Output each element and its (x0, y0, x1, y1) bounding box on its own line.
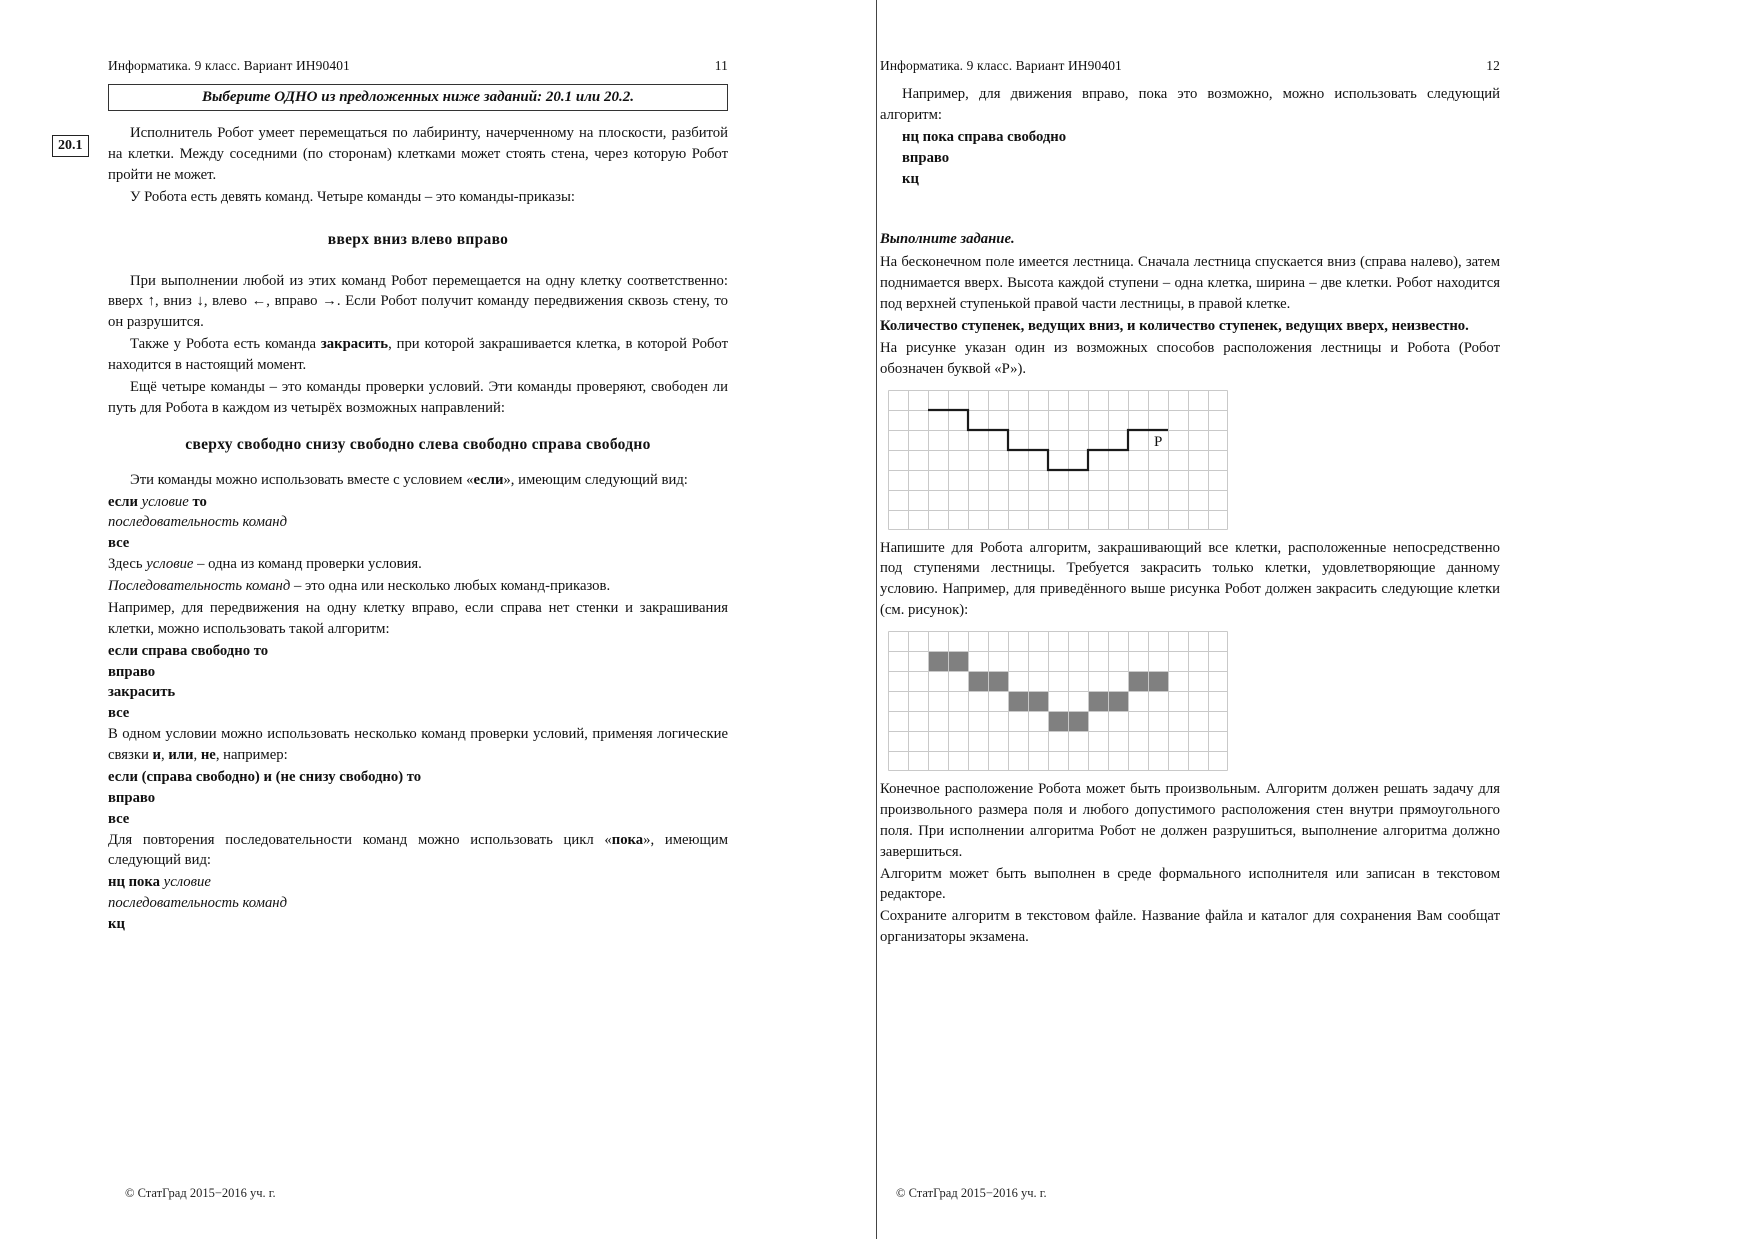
paragraph-stair-description: На бесконечном поле имеется лестница. Сначала лестница спускается вниз (справа налево), затем поднимается вверх. Высота каждой ступени – одна клетка, ширина – две клетки. Робот находится под верхней ступенькой правой части лестницы, в правой клетке. (880, 254, 1500, 312)
paragraph-unknown-steps: Количество ступенек, ведущих вниз, и количество ступенек, ведущих вверх, неизвестно. (880, 317, 1469, 334)
sequence-italic: Последовательность команд (108, 578, 291, 594)
paragraph-if-intro (108, 470, 728, 491)
page-left-content (108, 58, 728, 935)
loop-syntax-line-3: кц (108, 916, 125, 932)
loop-kw: нц пока (108, 874, 160, 891)
paragraph-movement: При выполнении любой из этих команд Робот перемещается на одну клетку соответственно: вверх ↑, вниз ↓, влево ←, вправо →. Если Робот получит команду передвижения сквозь стену, то он разрушится. (108, 272, 728, 331)
commands-checks: сверху свободно снизу свободно слева свободно справа свободно (185, 435, 651, 453)
loop-keyword-inline: пока (611, 831, 644, 848)
alg3-line-3: кц (902, 170, 919, 187)
paragraph-check-commands: Ещё четыре команды – это команды проверки условий. Эти команды проверяют, свободен ли путь для Робота в каждом из четырёх возможных направлений: (108, 378, 728, 416)
header-left (108, 58, 728, 74)
logic-c: , например: (215, 747, 288, 763)
if-syntax-line-3: все (108, 535, 130, 552)
page-left-number: 11 (714, 58, 728, 73)
cond-note-b: – одна из команд проверки условия. (193, 556, 422, 573)
paragraph-loop-example: Например, для движения вправо, пока это возможно, можно использовать следующий алгоритм: (880, 86, 1500, 123)
logic-or: или (168, 747, 194, 763)
sequence-rest: – это одна или несколько любых команд-приказов. (290, 578, 611, 594)
cond-note-italic: условие (146, 556, 194, 573)
if-then-kw: то (192, 493, 207, 510)
robot-label: Р (1154, 433, 1163, 450)
alg3-line-2: вправо (902, 149, 950, 166)
page-right (877, 0, 1754, 1239)
if-intro-c: », имеющим следующий вид: (503, 471, 688, 488)
logic-a: В одном условии можно использовать несколько команд проверки условий, применяя логические связки (108, 726, 728, 763)
loop-condition: условие (163, 874, 211, 891)
paragraph-logic-connectives: В одном условии можно использовать несколько команд проверки условий, применяя логические связки и, или, не, например: (108, 726, 728, 763)
header-right (880, 58, 1500, 74)
if-keyword-inline: если (473, 471, 504, 488)
commands-main: вверх вниз влево вправо (327, 230, 509, 248)
header-left-title: Информатика. 9 класс. Вариант ИН90401 (108, 58, 350, 73)
alg1-line-4: все (108, 705, 130, 722)
paint-keyword: закрасить (320, 336, 389, 353)
alg1-line-2: вправо (108, 663, 156, 680)
logic-and: и (152, 747, 161, 763)
do-task-heading: Выполните задание. (880, 231, 1015, 248)
loop-intro-a: Для повторения последовательности команд можно использовать цикл « (108, 831, 612, 848)
if-syntax-line-1 (108, 492, 728, 513)
paragraph-nine-commands: У Робота есть девять команд. Четыре команды – это команды-приказы: (130, 188, 575, 205)
paint-text-a: Также у Робота есть команда (130, 336, 321, 353)
paragraph-paint-command (108, 334, 728, 376)
paragraph-loop-intro (108, 830, 728, 872)
if-condition: условие (141, 493, 189, 510)
paragraph-sequence-note (108, 576, 728, 597)
page-right-number: 12 (1486, 58, 1500, 73)
task-number-badge: 20.1 (52, 135, 89, 157)
if-intro-a: Эти команды можно использовать вместе с условием « (130, 471, 474, 488)
paragraph-algorithm-request: Напишите для Робота алгоритм, закрашивающий все клетки, расположенные непосредственно под ступенями лестницы. Требуется закрасить только клетки, удовлетворяющие данному условию. Например, для приведённого выше рисунка Робот должен закрасить следующие клетки (см. рисунок): (880, 539, 1500, 619)
paragraph-environment: Алгоритм может быть выполнен в среде формального исполнителя или записан в текстовом редакторе. (880, 865, 1500, 903)
figure-stairs-filled (888, 631, 1500, 771)
figure-stairs-filled-svg (888, 631, 1228, 771)
figure-stairs-robot-svg (888, 390, 1228, 530)
choice-title-box: Выберите ОДНО из предложенных ниже заданий: 20.1 или 20.2. (108, 84, 728, 111)
header-right-title: Информатика. 9 класс. Вариант ИН90401 (880, 58, 1122, 73)
loop-syntax-line-1 (108, 872, 728, 893)
paragraph-figure-intro: На рисунке указан один из возможных способов расположения лестницы и Робота (Робот обозначен буквой «Р»). (880, 339, 1500, 377)
if-kw: если (108, 493, 138, 510)
alg2-line-3: все (108, 810, 130, 827)
paragraph-robot-intro: Исполнитель Робот умеет перемещаться по лабиринту, начерченному на плоскости, разбитой на клетки. Между соседними (по сторонам) клетками может стоять стена, через которую Робот пройти не может. (108, 125, 728, 183)
page-right-content (880, 58, 1500, 949)
paragraph-example-intro: Например, для передвижения на одну клетку вправо, если справа нет стенки и закрашивания клетки, можно использовать такой алгоритм: (108, 599, 728, 637)
paragraph-final-position: Конечное расположение Робота может быть произвольным. Алгоритм должен решать задачу для произвольного размера поля и любого допустимого расположения стен внутри прямоугольного поля. При исполнении алгоритма Робот не должен разрушиться, выполнение алгоритма должно завершиться. (880, 781, 1500, 860)
footer-right: © СтатГрад 2015−2016 уч. г. (896, 1186, 1047, 1200)
loop-intro-c: », имеющим следующий вид: (108, 831, 728, 869)
cond-note-a: Здесь (108, 556, 147, 573)
alg3-line-1: нц пока справа свободно (902, 128, 1067, 145)
paragraph-save-file: Сохраните алгоритм в текстовом файле. Название файла и каталог для сохранения Вам сообщат организаторы экзамена. (880, 908, 1500, 946)
alg2-line-1: если (справа свободно) и (не снизу свободно) то (108, 768, 422, 785)
alg1-line-1: если справа свободно то (108, 642, 269, 659)
figure-stairs-robot (888, 390, 1500, 530)
alg2-line-2: вправо (108, 789, 156, 806)
paragraph-condition-note (108, 554, 728, 575)
logic-not: не (200, 747, 216, 763)
alg1-line-3: закрасить (108, 684, 176, 701)
loop-syntax-line-2: последовательность команд (108, 895, 288, 912)
paint-text-c: , при которой закрашивается клетка, в которой Робот находится в настоящий момент. (108, 336, 728, 373)
if-syntax-line-2: последовательность команд (108, 514, 288, 531)
footer-left: © СтатГрад 2015−2016 уч. г. (125, 1186, 276, 1200)
